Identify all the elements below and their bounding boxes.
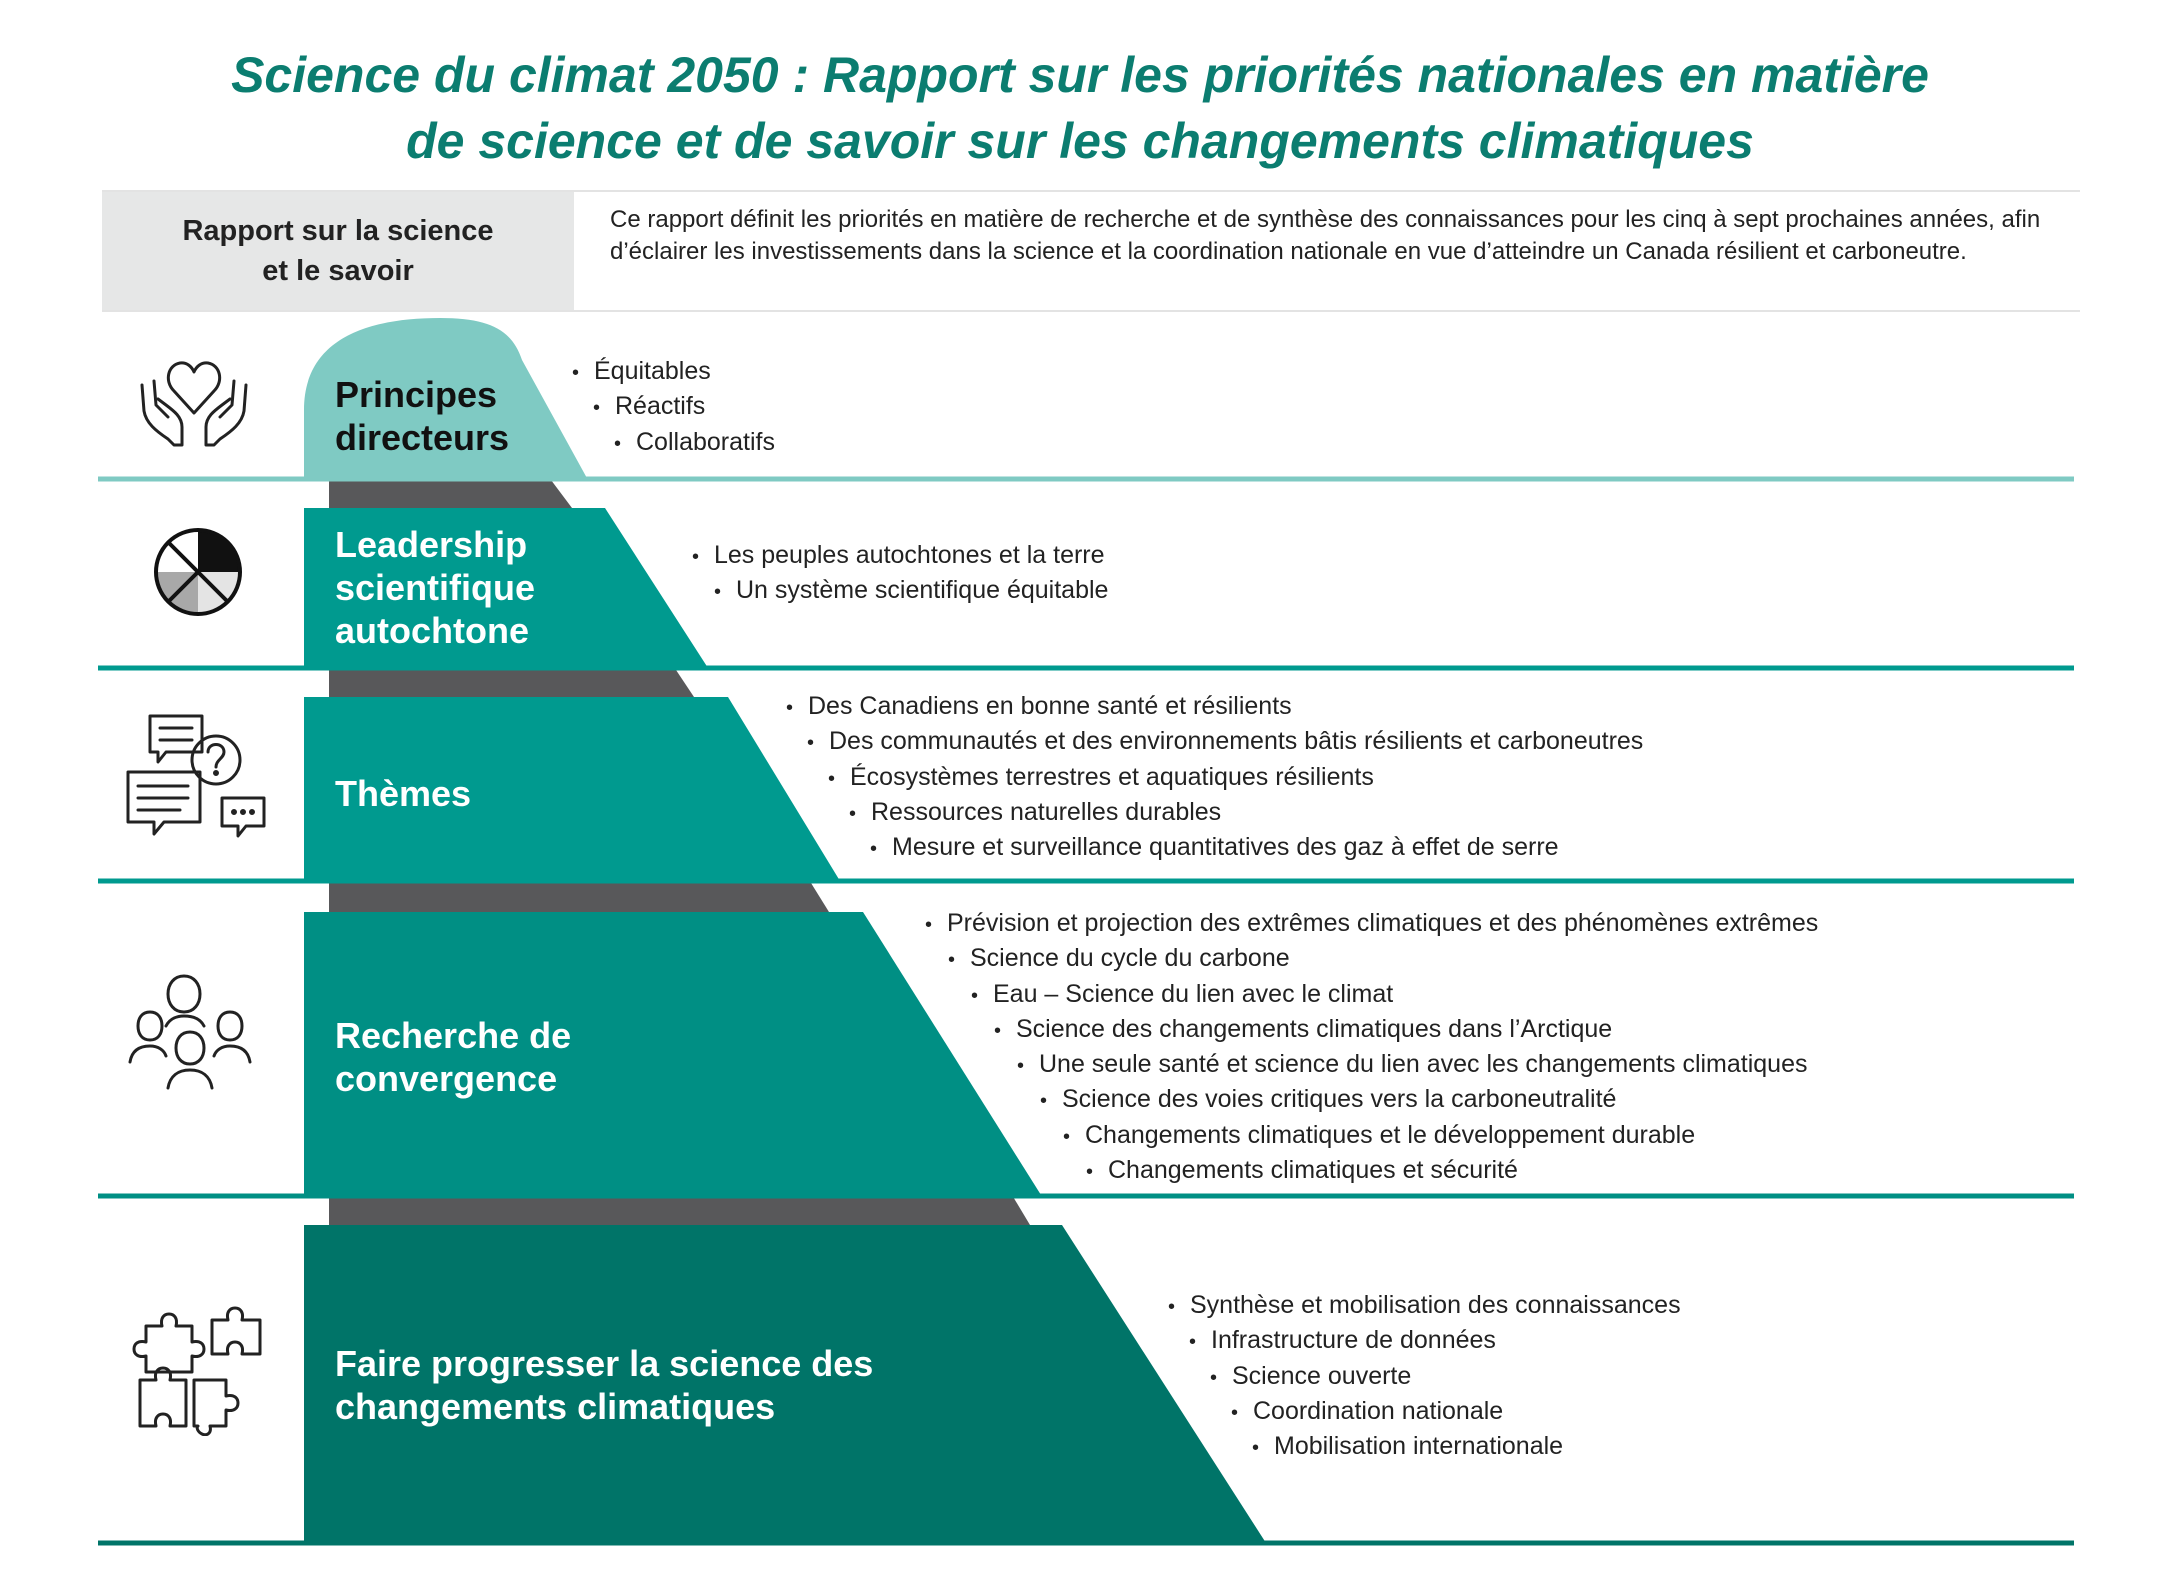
tier-3-bullets	[786, 690, 1643, 866]
list-item: • Des Canadiens en bonne santé et résilients	[786, 690, 1643, 725]
list-item: • Eau – Science du lien avec le climat	[971, 978, 1818, 1013]
list-item: • Science des changements climatiques dans l’Arctique	[994, 1013, 1818, 1048]
list-item: • Mobilisation internationale	[1252, 1430, 1681, 1465]
list-item: • Équitables	[572, 355, 775, 390]
list-item: • Science du cycle du carbone	[948, 942, 1818, 977]
tier-5-label	[335, 1342, 873, 1428]
list-item: • Une seule santé et science du lien avec les changements climatiques	[1017, 1048, 1818, 1083]
list-item: • Science ouverte	[1210, 1360, 1681, 1395]
list-item: • Synthèse et mobilisation des connaissances	[1168, 1289, 1681, 1324]
list-item: • Infrastructure de données	[1189, 1324, 1681, 1359]
medicine-wheel-icon	[152, 526, 244, 618]
list-item: • Prévision et projection des extrêmes climatiques et des phénomènes extrêmes	[925, 907, 1818, 942]
tier-4-label-line-2: convergence	[335, 1058, 558, 1099]
page-title-line-2: de science et de savoir sur les changements climatiques	[406, 113, 1754, 169]
tier-5-label-line-2: changements climatiques	[335, 1386, 776, 1427]
tier-1-label-line-1: Principes	[335, 374, 498, 415]
tier-1-label-line-2: directeurs	[335, 417, 510, 458]
speech-bubbles-question-icon	[124, 712, 268, 844]
people-group-icon	[126, 972, 266, 1092]
page-title-line-1: Science du climat 2050 : Rapport sur les priorités nationales en matière	[231, 47, 1929, 103]
report-label-line-2: et le savoir	[262, 255, 414, 287]
list-item: • Écosystèmes terrestres et aquatiques résilients	[828, 761, 1643, 796]
tier-connector-1	[329, 480, 572, 508]
tier-2-label-line-2: scientifique	[335, 567, 536, 608]
tier-2-bullets	[692, 539, 1108, 610]
report-description: Ce rapport définit les priorités en matière de recherche et de synthèse des connaissances pour les cinq à sept prochaines années, afin d’éclairer les investissements dans la science et la coordination nationale en vue d’atteindre un Canada résilient et carboneutre.	[610, 206, 2041, 265]
list-item: • Coordination nationale	[1231, 1395, 1681, 1430]
puzzle-pieces-icon	[130, 1306, 270, 1436]
list-item: • Un système scientifique équitable	[714, 574, 1108, 609]
list-item: • Changements climatiques et le développement durable	[1063, 1119, 1818, 1154]
list-item: • Changements climatiques et sécurité	[1086, 1154, 1818, 1189]
tier-1-label	[335, 373, 509, 459]
list-item: • Les peuples autochtones et la terre	[692, 539, 1108, 574]
tier-2-label	[335, 523, 535, 652]
tier-connector-3	[329, 883, 829, 912]
tier-5-label-line-1: Faire progresser la science des	[335, 1343, 874, 1384]
tier-4-label	[335, 1014, 571, 1100]
list-item: • Mesure et surveillance quantitatives des gaz à effet de serre	[870, 831, 1643, 866]
tier-connector-4	[329, 1195, 1030, 1225]
tier-1-bullets	[572, 355, 775, 461]
list-item: • Ressources naturelles durables	[849, 796, 1643, 831]
list-item: • Science des voies critiques vers la carboneutralité	[1040, 1083, 1818, 1118]
tier-2-label-line-3: autochtone	[335, 610, 529, 651]
list-item: • Collaboratifs	[614, 426, 775, 461]
tier-5-bullets	[1168, 1289, 1681, 1465]
tier-4-bullets	[925, 907, 1818, 1189]
heart-in-hands-icon	[134, 345, 254, 455]
tier-3-label-line-1: Thèmes	[335, 773, 472, 814]
tier-2-label-line-1: Leadership	[335, 524, 528, 565]
report-label-line-1: Rapport sur la science	[182, 215, 494, 247]
tier-4-label-line-1: Recherche de	[335, 1015, 572, 1056]
tier-connector-2	[329, 670, 694, 697]
list-item: • Réactifs	[593, 390, 775, 425]
tier-3-label	[335, 772, 471, 815]
list-item: • Des communautés et des environnements bâtis résilients et carboneutres	[807, 725, 1643, 760]
